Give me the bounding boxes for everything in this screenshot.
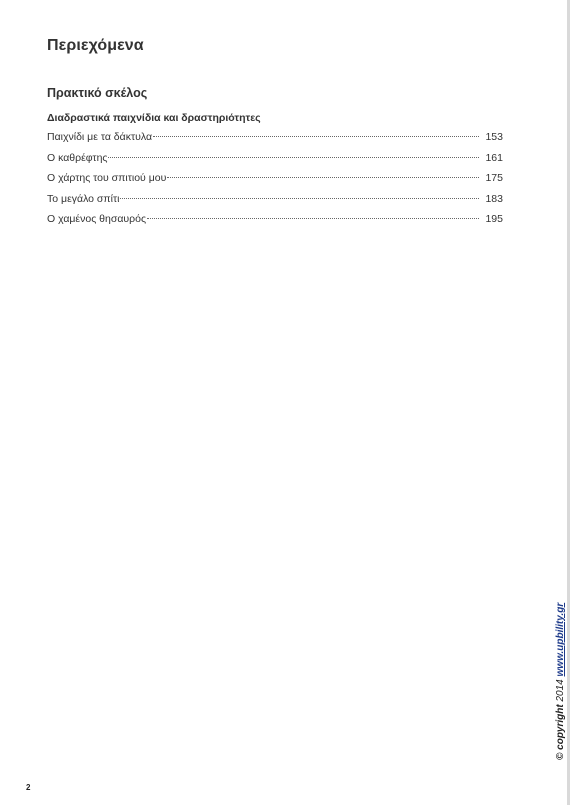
toc-entry-page: 161 bbox=[485, 151, 503, 164]
copyright-notice bbox=[555, 603, 566, 760]
toc-entry-page: 183 bbox=[485, 192, 503, 205]
toc-entry-page: 175 bbox=[485, 172, 503, 184]
toc-entry-page: 195 bbox=[485, 213, 503, 225]
toc-entry[interactable] bbox=[47, 152, 503, 173]
toc-entry[interactable] bbox=[47, 172, 503, 193]
toc-entry[interactable] bbox=[47, 131, 503, 152]
toc-dot-leader bbox=[120, 198, 479, 199]
toc-dot-leader bbox=[108, 157, 479, 158]
toc-entry-label: Παιχνίδι με τα δάκτυλα bbox=[47, 131, 153, 143]
copyright-year: 2014 bbox=[555, 676, 566, 705]
toc-entry[interactable] bbox=[47, 193, 503, 214]
toc-entry-label: Ο καθρέφτης bbox=[47, 151, 108, 164]
toc-entry-label: Ο χάρτης του σπιτιού μου bbox=[47, 172, 167, 184]
toc-entry[interactable] bbox=[47, 213, 503, 234]
section-heading: Πρακτικό σκέλος bbox=[47, 86, 148, 100]
table-of-contents bbox=[47, 131, 503, 234]
copyright-link[interactable]: www.upbility.gr bbox=[555, 602, 566, 677]
copyright-label: © copyright bbox=[555, 704, 566, 760]
page-number: 2 bbox=[26, 783, 31, 792]
toc-entry-label: Το μεγάλο σπίτι bbox=[47, 192, 120, 205]
page-title: Περιεχόμενα bbox=[47, 37, 144, 54]
subsection-heading: Διαδραστικά παιχνίδια και δραστηριότητες bbox=[47, 112, 261, 124]
toc-dot-leader bbox=[147, 218, 479, 219]
toc-entry-label: Ο χαμένος θησαυρός bbox=[47, 213, 147, 225]
toc-entry-page: 153 bbox=[485, 131, 503, 143]
toc-dot-leader bbox=[167, 177, 479, 178]
toc-dot-leader bbox=[153, 136, 479, 137]
